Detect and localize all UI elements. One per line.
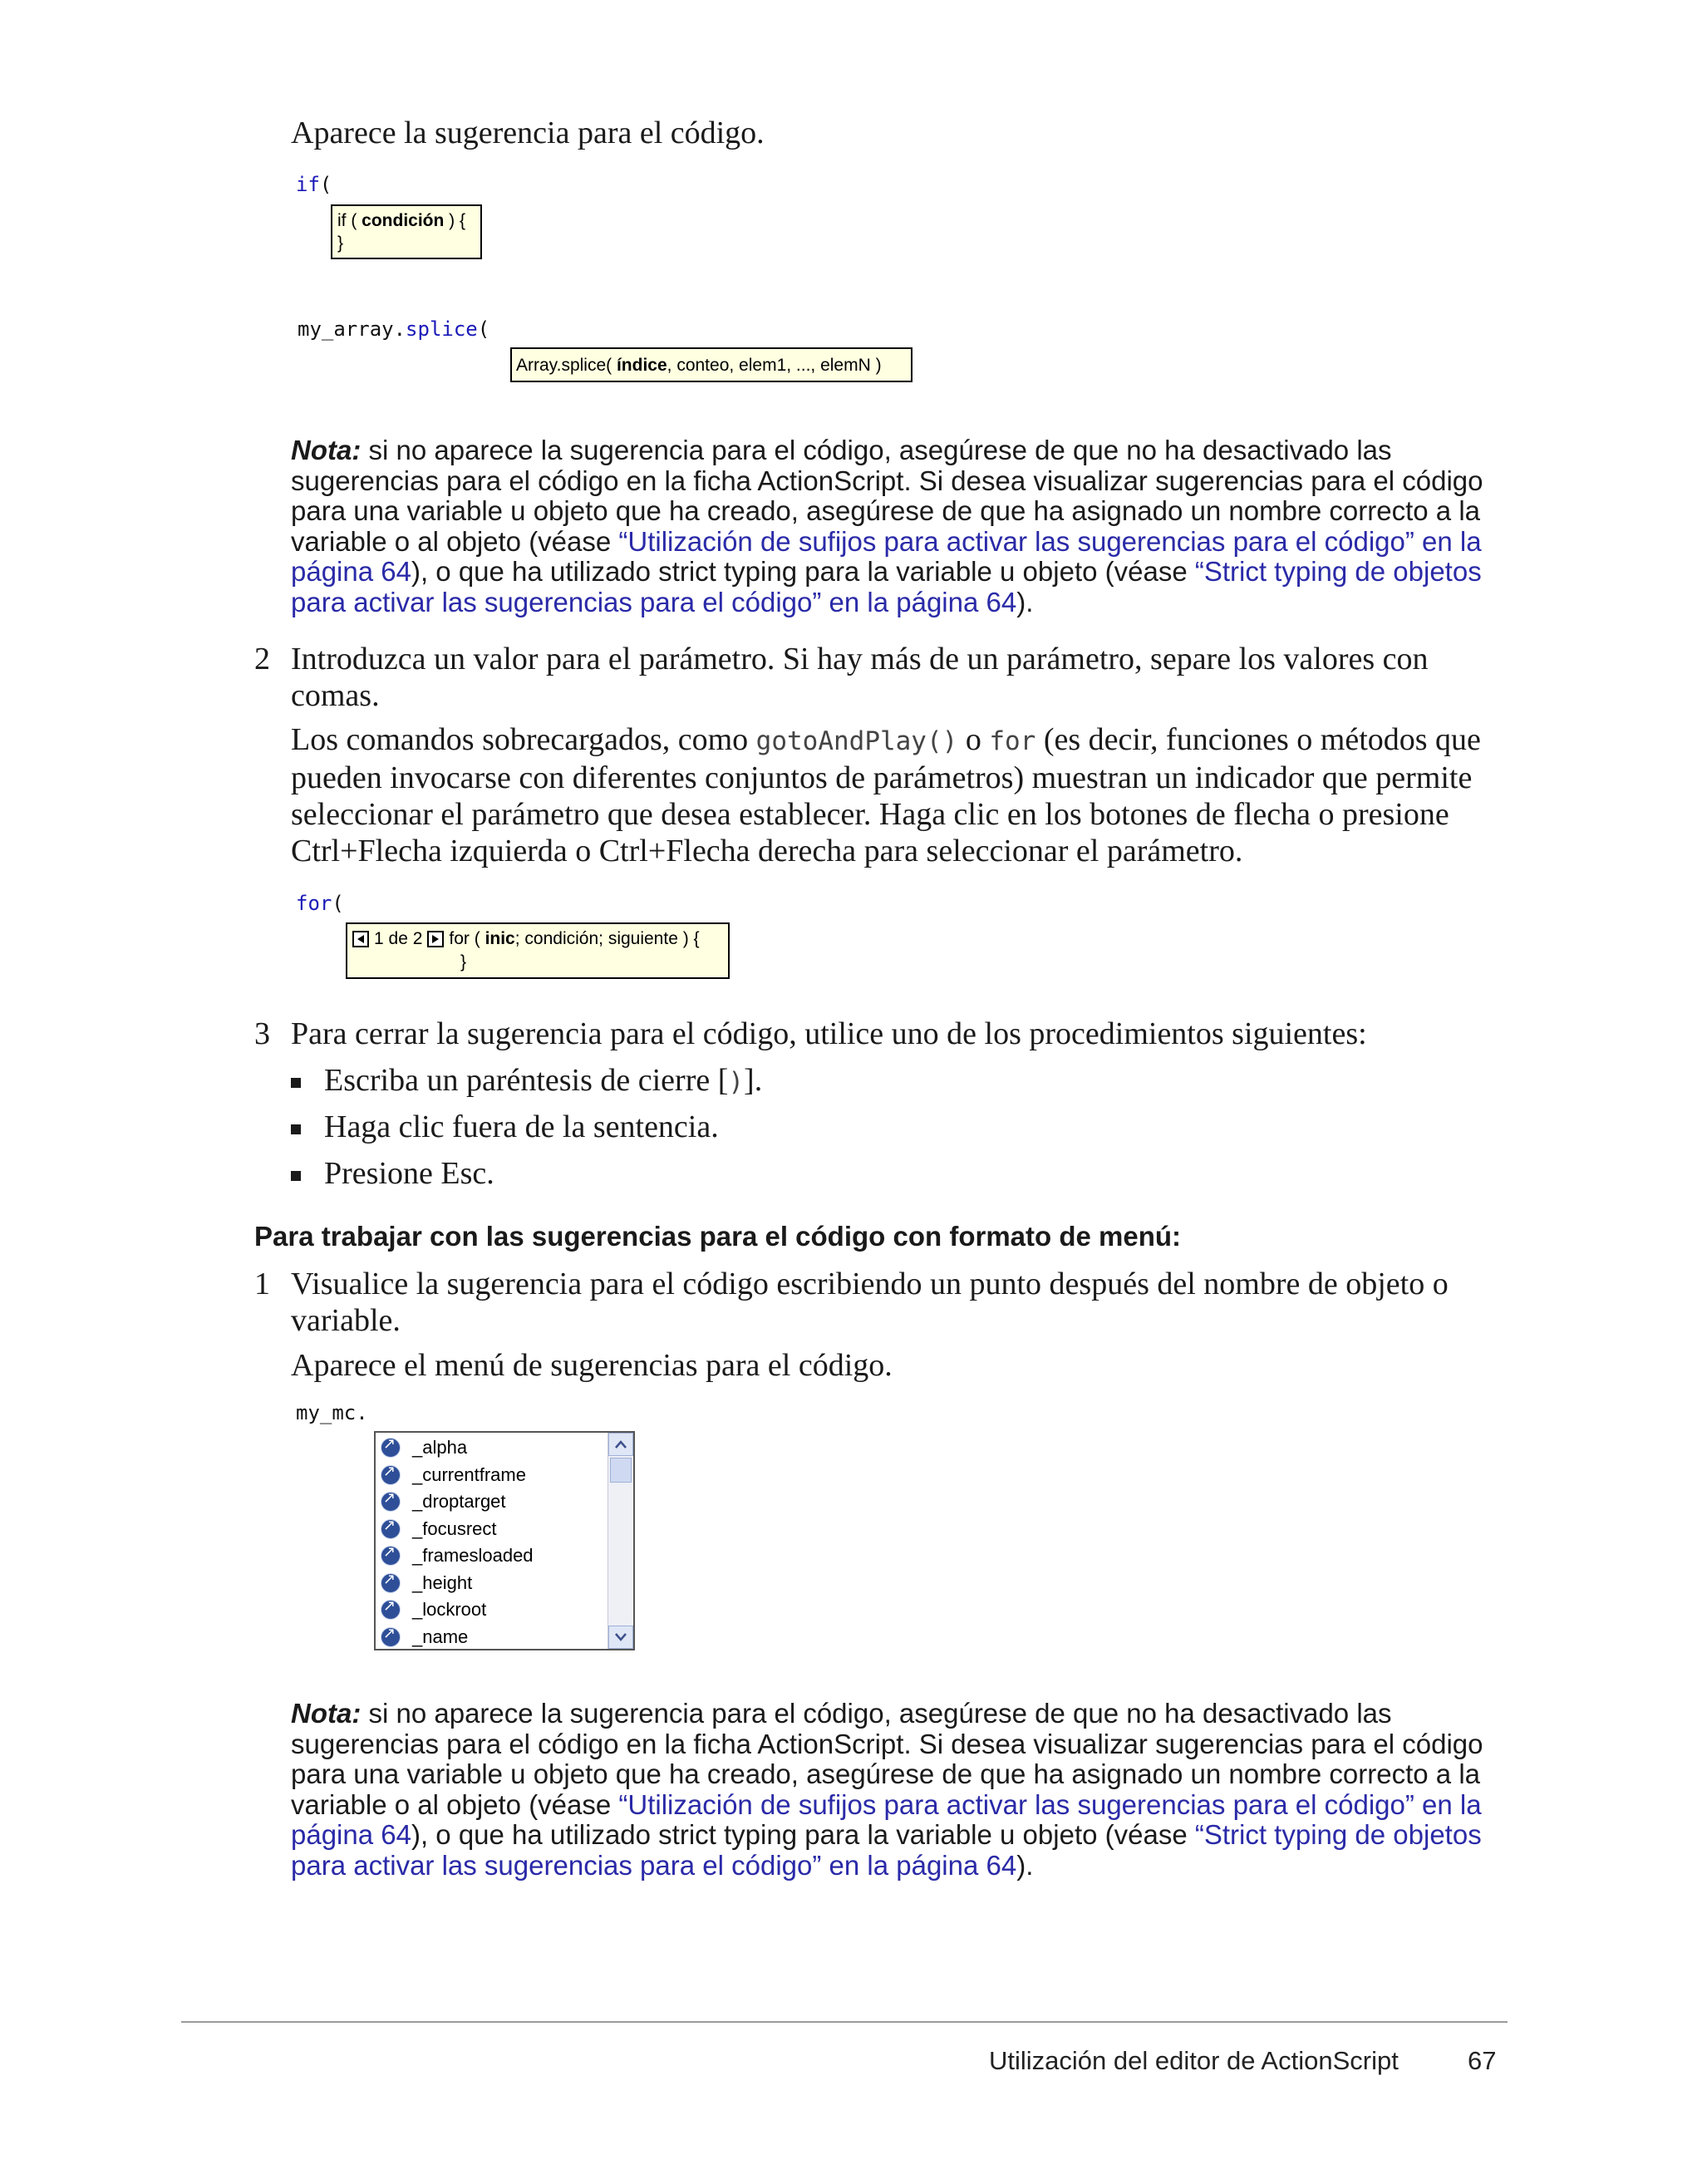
code-example-if [296, 173, 332, 196]
code-keyword: for [296, 892, 332, 915]
menu-item-label: _lockroot [412, 1599, 487, 1621]
menu-item-list [376, 1434, 607, 1650]
code-keyword: if [296, 173, 320, 196]
arrow-left-icon [354, 932, 367, 946]
para-text: Los comandos sobrecargados, como [291, 722, 756, 757]
code-example-for [296, 892, 344, 915]
step-2-paragraph [291, 721, 1521, 869]
property-icon [381, 1573, 401, 1593]
note-label: Nota: [291, 435, 362, 465]
step-number: 1 [254, 1267, 270, 1301]
inline-code: for [989, 726, 1036, 756]
menu-item-label: _currentframe [412, 1463, 526, 1485]
arrow-right-icon [429, 932, 442, 946]
property-icon [381, 1600, 401, 1620]
menu-item-label: _droptarget [412, 1491, 506, 1513]
tip-text: Array.splice( [516, 356, 617, 375]
step-number: 3 [254, 1016, 270, 1051]
bullet-icon [291, 1124, 301, 1134]
note-label: Nota: [291, 1698, 362, 1729]
bullet-item [291, 1062, 762, 1100]
chevron-down-icon [614, 1632, 627, 1642]
scrollbar[interactable] [608, 1433, 633, 1649]
code-hint-tooltip-if [331, 204, 482, 259]
cross-reference-link[interactable]: “Utilización de sufijos para activar las sugerencias para el código” en la página 64 [291, 525, 1482, 587]
property-icon [381, 1519, 401, 1539]
menu-item[interactable] [376, 1462, 607, 1489]
bullet-text: Presione Esc. [324, 1156, 494, 1191]
menu-item[interactable] [376, 1570, 607, 1597]
tip-text: ; condición; siguiente ) { [514, 929, 700, 948]
bullet-icon [291, 1078, 301, 1088]
note-text: si no aparece la sugerencia para el código, asegúrese de que no ha desactivado las sugerencias para el código en la ficha ActionScript. Si desea visualizar sugerencias para el código para una variable u objeto que ha creado, asegúrese de que ha asignado un nombre correcto a la variable o al objeto (véase [291, 435, 1483, 557]
property-icon [381, 1465, 401, 1485]
tip-text: if ( [337, 211, 362, 230]
note-2 [291, 1699, 1504, 1881]
bullet-text: Haga clic fuera de la sentencia. [324, 1109, 719, 1144]
note-1 [291, 435, 1504, 617]
cross-reference-link[interactable]: “Strict typing de objetos para activar las sugerencias para el código” en la página 64 [291, 556, 1482, 617]
code-example-splice [298, 317, 489, 341]
footer-title: Utilización del editor de ActionScript [989, 2046, 1399, 2075]
code-example-menu: my_mc. [296, 1401, 368, 1424]
step-2-text: Introduzca un valor para el parámetro. Si hay más de un parámetro, separe los valores con comas. [291, 642, 1429, 713]
tip-text: } [337, 234, 344, 253]
chevron-up-icon [614, 1439, 627, 1449]
menu-item[interactable] [376, 1516, 607, 1543]
note-text: ). [1016, 1849, 1034, 1881]
cross-reference-link[interactable]: “Strict typing de objetos para activar las sugerencias para el código” en la página 64 [291, 1819, 1482, 1881]
note-text: si no aparece la sugerencia para el código, asegúrese de que no ha desactivado las sugerencias para el código en la ficha ActionScript. Si desea visualizar sugerencias para el código para una variable u objeto que ha creado, asegúrese de que ha asignado un nombre correcto a la variable o al objeto (véase [291, 1698, 1483, 1820]
next-arrow-button[interactable] [427, 931, 444, 947]
code-hint-tooltip-splice [510, 347, 912, 382]
menu-item-label: _height [412, 1572, 473, 1593]
bullet-text: Escriba un paréntesis de cierre [ [324, 1063, 729, 1098]
overload-counter: 1 de 2 [374, 929, 423, 948]
code-paren: ( [319, 173, 332, 196]
step-1-subtext: Aparece el menú de sugerencias para el código. [291, 1348, 893, 1383]
menu-item-label: _name [412, 1626, 469, 1647]
scroll-thumb[interactable] [610, 1458, 632, 1483]
property-icon [381, 1438, 401, 1458]
code-keyword: splice [406, 317, 478, 341]
menu-item-label: _alpha [412, 1437, 468, 1458]
menu-item[interactable] [376, 1434, 607, 1462]
para-text: (es decir, funciones o métodos que pueden invocarse con diferentes conjuntos de parámetros) muestran un indicador que permite seleccionar el parámetro que desea establecer. Haga clic en los botones de flecha o presione Ctrl+Flecha izquierda o Ctrl+Flecha derecha para seleccionar el parámetro. [291, 722, 1481, 868]
tip-text: for ( [449, 929, 485, 948]
menu-item[interactable] [376, 1624, 607, 1651]
inline-code: ) [728, 1067, 745, 1097]
menu-item[interactable] [376, 1542, 607, 1570]
code-hint-menu[interactable] [374, 1431, 635, 1650]
property-icon [381, 1627, 401, 1647]
tip-text: ) { [444, 211, 466, 230]
footer-divider [181, 2021, 1508, 2023]
step-number: 2 [254, 642, 270, 676]
tip-text: , conteo, elem1, ..., elemN ) [667, 356, 882, 375]
tip-bold-param: índice [616, 356, 667, 375]
step-3-text: Para cerrar la sugerencia para el código, utilice uno de los procedimientos siguientes: [291, 1016, 1367, 1051]
step-1-text: Visualice la sugerencia para el código escribiendo un punto después del nombre de objeto o variable. [291, 1267, 1449, 1338]
tip-text: } [460, 952, 467, 971]
note-text: ), o que ha utilizado strict typing para la variable u objeto (véase [411, 556, 1195, 587]
note-text: ). [1016, 586, 1034, 617]
code-object: my_array. [298, 317, 406, 341]
intro-text: Aparece la sugerencia para el código. [291, 116, 765, 150]
para-text: o [957, 722, 990, 757]
inline-code: gotoAndPlay() [755, 726, 958, 756]
scroll-up-button[interactable] [608, 1433, 633, 1456]
note-text: ), o que ha utilizado strict typing para la variable u objeto (véase [411, 1819, 1195, 1850]
property-icon [381, 1492, 401, 1512]
bullet-icon [291, 1171, 301, 1181]
menu-item[interactable] [376, 1488, 607, 1516]
menu-item[interactable] [376, 1596, 607, 1624]
tip-bold-param: inic [485, 929, 515, 948]
bullet-item [291, 1109, 719, 1145]
cross-reference-link[interactable]: “Utilización de sufijos para activar las sugerencias para el código” en la página 64 [291, 1788, 1482, 1850]
previous-arrow-button[interactable] [352, 931, 369, 947]
tip-bold-param: condición [362, 211, 445, 230]
code-paren: ( [332, 892, 344, 915]
code-hint-tooltip-for [346, 922, 730, 979]
bullet-text: ]. [744, 1063, 763, 1098]
bullet-item [291, 1155, 494, 1192]
property-icon [381, 1546, 401, 1566]
scroll-down-button[interactable] [608, 1626, 633, 1649]
code-paren: ( [477, 317, 490, 341]
menu-item-label: _focusrect [412, 1517, 497, 1539]
page-number: 67 [1468, 2046, 1497, 2075]
procedure-heading: Para trabajar con las sugerencias para el código con formato de menú: [254, 1221, 1182, 1252]
menu-item-label: _framesloaded [412, 1545, 534, 1567]
